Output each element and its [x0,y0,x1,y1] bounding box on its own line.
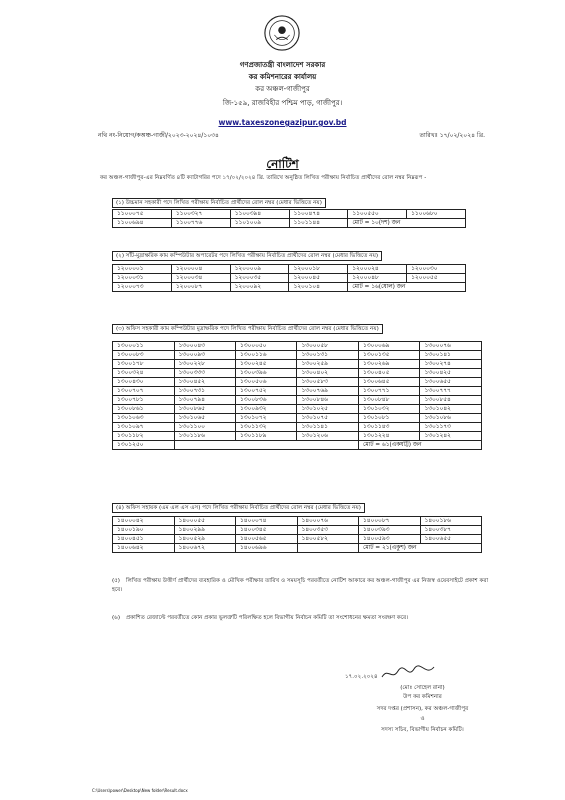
roll-cell: ১১০০৪৭৪ [289,210,348,219]
table-row [113,432,482,441]
roll-cell: ১৩০০৪৩০ [113,378,175,387]
roll-cell: ১২০০০৩১ [113,274,172,283]
roll-cell: ১৩০১০৭৫ [297,414,358,423]
roll-cell: ১২০০০৩৫ [230,274,289,283]
section-4-heading: (৪) অফিস সহায়ক (এম এল এস এস) পদে লিখিত পরীক্ষায় নির্বাচিত প্রার্থীদের রোল নম্বর (মেধার ভিত্তিতে নয়) [112,503,365,513]
roll-cell: ১৩০১২২৪ [358,432,419,441]
roll-cell: ১২০০০৪৫ [289,274,348,283]
table-row [113,210,466,219]
roll-cell: ১৩০০৬৫৫ [420,378,482,387]
roll-cell: ১১০০৬৯৪ [113,219,172,228]
roll-cell: ১৩০০৭৭৭ [420,387,482,396]
roll-cell: ১৩০১০৬৫ [174,414,236,423]
roll-cell: ১১০০৭৭৬ [171,219,230,228]
memo-date: তারিখঃ ১৭/০২/২০২৪ খ্রি. [419,132,485,139]
roll-cell: ১৪০০২৯৯ [174,526,236,535]
roll-cell: ১৩০০০৯৩ [174,351,236,360]
roll-cell: ১৩০০৯৩২ [236,405,297,414]
roll-cell: ১১০০৬৮০ [407,210,466,219]
roll-cell: ১৩০১২০৬ [297,432,358,441]
roll-cell: ১৩০০৭৭১ [358,387,419,396]
roll-cell: ১৩০১০৯৭ [113,423,175,432]
table-row [113,360,482,369]
roll-cell: ১৩০১১৮২ [113,432,175,441]
roll-cell: ১৩০০৭৯৪ [174,396,236,405]
roll-cell: ১৩০১০৮১ [358,414,419,423]
roll-cell: ১৩০১০৭২ [236,414,297,423]
roll-cell: ১৩০০৮৩৬ [236,396,297,405]
roll-cell: ১২০০০৮৭ [171,283,230,292]
roll-cell: ১১০০৩৯৪ [230,210,289,219]
roll-cell: ১৪০০৩৪৫ [236,526,298,535]
roll-cell: ১৩০১০২৫ [297,405,358,414]
roll-cell: ১৩০১১৪৩ [358,423,419,432]
roll-cell: ১৩০১০৪২ [420,405,482,414]
header-address: জি-১৫৯, রাজবিহীর পশ্চিম পাড়, গাজীপুর। [222,99,343,107]
roll-cell: ১২০০০৩০ [407,265,466,274]
total-cell: মোট = ৬১(একষট্টি) জন [358,441,481,450]
roll-cell: ১২০০১০৪ [289,283,348,292]
roll-cell: ১৩০০০৪৩ [174,342,236,351]
roll-cell: ১৩০০৪২৫ [420,369,482,378]
roll-cell: ১৩০০১৩১ [297,351,358,360]
website-link[interactable]: www.taxeszonegazipur.gov.bd [218,118,347,127]
roll-cell: ১২০০০২৪ [348,265,407,274]
roll-cell: ১৩০০২৪৫ [236,360,297,369]
footer-file-path: C:\Users\power\Desktop\New folder\Result.docx [92,788,188,793]
roll-cell: ১২০০০৯২ [230,283,289,292]
table-row [113,535,482,544]
roll-cell: ১৩০০৩২৪ [113,369,175,378]
roll-cell: ১৩০০৮৪৮ [358,396,419,405]
section-1-heading: (১) উচ্চমান সহকারী পদে লিখিত পরীক্ষায় নির্বাচিত প্রার্থীদের রোল নম্বর (মেধার ভিত্তিতে নয়) [112,198,326,208]
table-row [113,405,482,414]
header-zone: কর অঞ্চল-গাজীপুর [255,85,310,93]
roll-cell: ১৩০০০৭৬ [420,342,482,351]
roll-cell: ১৩০১২৫০ [113,441,175,450]
roll-cell: ১৪০০০৭৬ [297,517,359,526]
roll-cell: ১৪০০১৮৬ [420,517,482,526]
notice-title: নোটিশ [266,157,299,171]
table-row [113,414,482,423]
roll-cell: ১১০১০০৯ [230,219,289,228]
roll-cell: ১৪০০৬৭২ [174,544,236,553]
roll-cell: ১৩০০৭০৭ [113,387,175,396]
header-office: কর কমিশনারের কার্যালয় [248,73,317,81]
table-row [113,396,482,405]
roll-cell: ১৪০০৩৯৩ [359,526,421,535]
table-row [113,265,466,274]
roll-cell: ১৩০১০৮৬ [420,414,482,423]
roll-cell: ১৩০০০১১ [113,342,175,351]
roll-cell: ১৪০০৬৯৬ [236,544,298,553]
roll-cell: ১১০০৫৫০ [348,210,407,219]
section-2-heading: (২) সাঁট-মুদ্রাক্ষরিক কাম কম্পিউটার অপারেটর পদে লিখিত পরীক্ষায় নির্বাচিত প্রার্থীদের রোল নম্বর (মেধার ভিত্তিতে নয়) [112,251,382,261]
roll-cell: ১১০০০৭৫ [113,210,172,219]
roll-cell: ১৩০০২৭৪ [420,360,482,369]
roll-cell: ১৩০০০৮৩ [113,351,175,360]
roll-cell: ১৩০০৩৯৬ [236,369,297,378]
roll-cell: ১৩০০২৬৯ [358,360,419,369]
roll-cell: ১৩০১০৬৩ [113,414,175,423]
roll-cell: ১৩০০৩৩৩ [174,369,236,378]
signatory-and: ও [420,716,425,722]
table-row [113,517,482,526]
roll-cell: ১৪০০০৪২ [113,517,175,526]
roll-cell: ১৩০০৪০২ [297,369,358,378]
note-6: (৬) প্রকাশিত রেজাল্টে পরবর্তীতে কোন প্রকার ভুলত্রুটি পরিলক্ষিত হলে বিভাগীয় নির্বাচন কমিটি তা সংশোধনের ক্ষমতা সংরক্ষণ করে। [112,615,409,621]
signatory-designation: উপ কর কমিশনার [403,694,442,700]
section-1-table [112,209,466,228]
roll-cell: ১৪০০৫৮২ [297,535,359,544]
table-row [113,274,466,283]
roll-cell: ১৩০১১৭৩ [420,423,482,432]
table-row [113,342,482,351]
roll-cell: ১৩০০৪৫২ [174,378,236,387]
roll-cell: ১৪০০৩৫৩ [297,526,359,535]
roll-cell: ১৩০০৮৬১ [113,405,175,414]
roll-cell: ১২০০০০১ [113,265,172,274]
roll-cell: ১৩০০৫০৬ [236,378,297,387]
intro-text: কর অঞ্চল-গাজীপুর-এর নিম্নবর্ণিত ৪টি ক্যাটাগরির পদে ১৭/০২/২০২৪ খ্রি. তারিখে অনুষ্ঠিত লিখিত পরীক্ষায় নির্বাচিত প্রার্থীদের রোল নম্বর নিম্নরূপ - [100,175,427,181]
empty-cell [297,544,359,553]
roll-cell: ১৩০০৪০৫ [358,369,419,378]
roll-cell: ১৩০০৭৮১ [113,396,175,405]
memo-number: নথি নং-নিয়োগ/কঅঞ্চ-গাজী/২০২৩-২০২৪/১০৩৪ [98,132,219,139]
roll-cell: ১২০০০১৮ [289,265,348,274]
roll-cell: ১২০০০০৯ [230,265,289,274]
roll-cell: ১৩০০২৫৯ [297,360,358,369]
roll-cell: ১৩০০৭৩১ [174,387,236,396]
roll-cell: ১৪০০৩৮৭ [420,526,482,535]
table-row [113,219,466,228]
signatory-name: (মোঃ সোহেল রানা) [400,685,445,691]
roll-cell: ১৩০১০৩২ [358,405,419,414]
roll-cell: ১৩০০৮৪৬ [297,396,358,405]
empty-cell [174,441,358,450]
government-emblem-icon [263,14,301,52]
table-row [113,544,482,553]
signatory-office2: সদস্য সচিব, বিভাগীয় নির্বাচন কমিটি। [381,727,464,733]
roll-cell: ১৩০০৭৬৯ [297,387,358,396]
sign-date: ১৭.০২.২০২৪ [345,674,378,680]
section-4-table [112,516,482,553]
table-row [113,351,482,360]
total-cell: মোট = ২১(একুশ) জন [359,544,482,553]
roll-cell: ১৩০১১৩২ [236,423,297,432]
roll-cell: ১২০০০৪৮ [348,274,407,283]
roll-cell: ১১০০৩২৭ [171,210,230,219]
roll-cell: ১৩০০৬৪৫ [358,378,419,387]
roll-cell: ১৩০০১৭৮ [113,360,175,369]
roll-cell: ১৪০০৬৪২ [113,544,175,553]
header-gov: গণপ্রজাতন্ত্রী বাংলাদেশ সরকার [239,61,326,69]
roll-cell: ১৩০০০৫৮ [297,342,358,351]
roll-cell: ১৩০০৫৮৩ [297,378,358,387]
section-3-heading: (৩) অফিস সহকারী কাম কম্পিউটার মুদ্রাক্ষরিক পদে লিখিত পরীক্ষায় নির্বাচিত প্রার্থীদের রোল নম্বর (মেধার ভিত্তিতে নয়) [112,324,383,334]
table-row [113,378,482,387]
table-row [113,526,482,535]
roll-cell: ১৪০০০৮৭ [359,517,421,526]
roll-cell: ১৩০০৮৬৫ [174,405,236,414]
section-2-table [112,264,466,292]
roll-cell: ১৪০০০৭৪ [236,517,298,526]
note-5: (৫) লিখিত পরীক্ষায় উত্তীর্ণ প্রার্থীদের ব্যবহারিক ও মৌখিক পরীক্ষার তারিখ ও সময়সূচি পরবর্তীতে নোটিশ আকারে কর অঞ্চল-গাজীপুর এর নিজস্ব ওয়েবসাইটে প্রকাশ করা হবে। [112,578,489,593]
roll-cell: ১৩০০১৩৫ [358,351,419,360]
signatory-office1: সদর দপ্তর (প্রশাসন), কর অঞ্চল-গাজীপুর [376,706,469,712]
roll-cell: ১২০০০৭৩ [113,283,172,292]
roll-cell: ১৩০১১৮৯ [236,432,297,441]
roll-cell: ১৩০০১১৬ [236,351,297,360]
roll-cell: ১৪০০৫৯৩ [359,535,421,544]
roll-cell: ১২০০০০৪ [171,265,230,274]
roll-cell: ১৩০১১৪১ [297,423,358,432]
roll-cell: ১১০১১৪৪ [289,219,348,228]
roll-cell: ১৪০০৬৫৫ [420,535,482,544]
roll-cell: ১৩০০০৫০ [236,342,297,351]
roll-cell: ১৪০০০৫৫ [174,517,236,526]
table-row [113,387,482,396]
total-cell: মোট = ১০(দশ) জন [348,219,466,228]
roll-cell: ১৩০০০৬৯ [358,342,419,351]
roll-cell: ১৩০১১০০ [174,423,236,432]
roll-cell: ১৩০০১৪১ [420,351,482,360]
section-3-table [112,341,482,450]
roll-cell: ১৪০০৪৫১ [113,535,175,544]
table-row [113,369,482,378]
roll-cell: ১৪০০৫৬৫ [236,535,298,544]
roll-cell: ১২০০০৫৫ [407,274,466,283]
roll-cell: ১৩০১১৮৬ [174,432,236,441]
table-row [113,423,482,432]
roll-cell: ১৩০০৭৫২ [236,387,297,396]
roll-cell: ১৩০০৮৫৪ [420,396,482,405]
roll-cell: ১২০০০৩৪ [171,274,230,283]
table-row [113,441,482,450]
table-row [113,283,466,292]
roll-cell: ১৪০০৫২৯ [174,535,236,544]
roll-cell: ১৪০০১৯০ [113,526,175,535]
total-cell: মোট = ১৬(ষোল) জন [348,283,466,292]
roll-cell: ১৩০০২২৮ [174,360,236,369]
roll-cell: ১৩০১২৪২ [420,432,482,441]
